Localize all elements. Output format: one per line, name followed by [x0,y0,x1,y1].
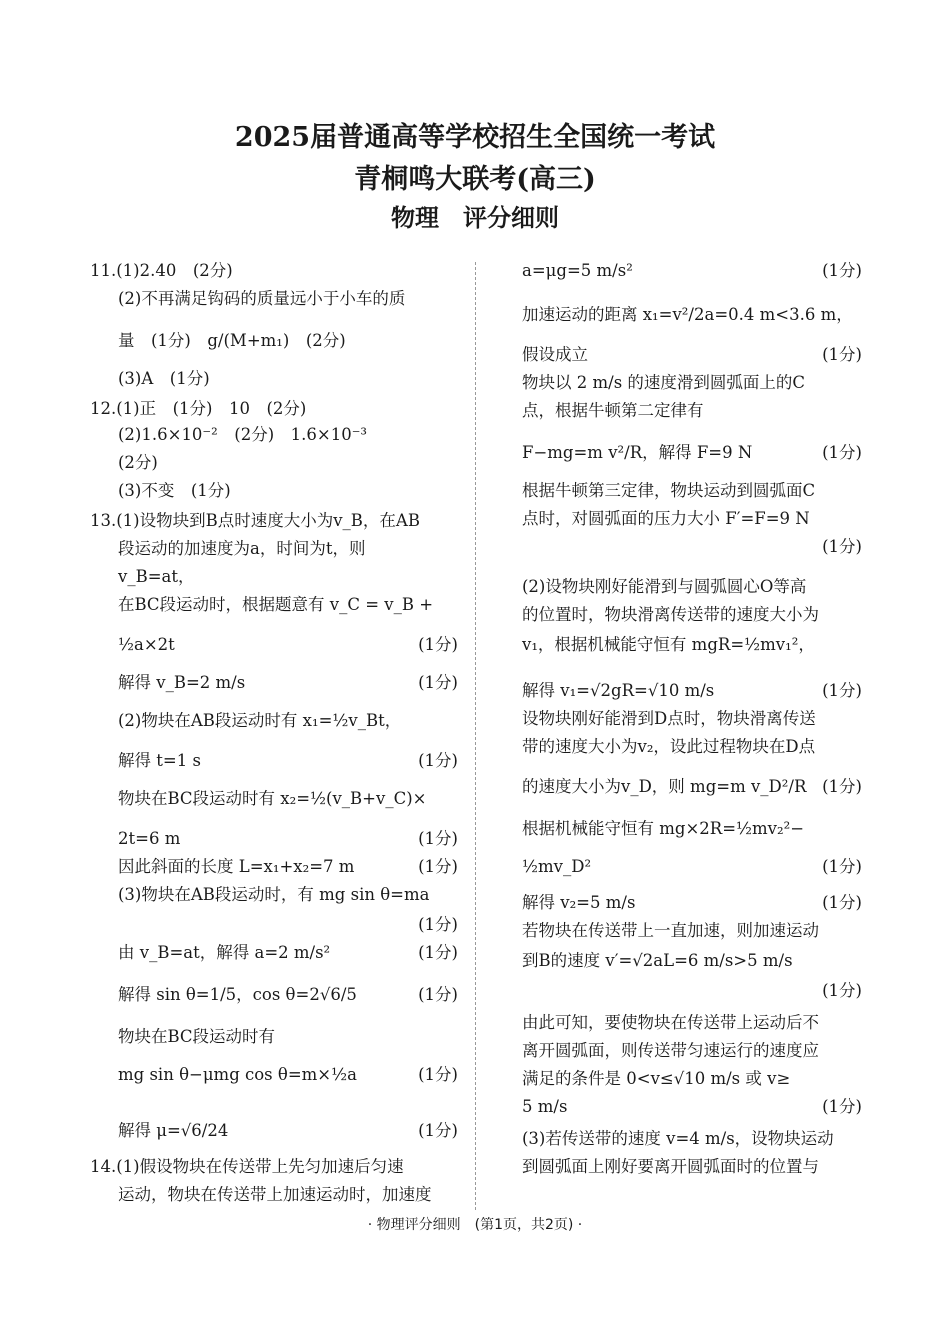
line-text: 在BC段运动时，根据题意有 v_C = v_B + [118,595,434,614]
line-text: 点，根据牛顿第二定律有 [522,401,704,420]
score-mark: (1分) [418,673,458,692]
line-text: v_B=at， [118,567,195,586]
score-mark: (1分) [822,893,862,912]
score-mark: (1分) [418,857,458,876]
line-text: 2t=6 m [118,829,181,848]
line-text: (2)不再满足钩码的质量远小于小车的质 [118,289,406,308]
line-text: 由 v_B=at，解得 a=2 m/s² [118,943,331,962]
line-text: (2)设物块刚好能滑到与圆弧圆心O等高 [522,577,807,596]
line-text: 解得 v_B=2 m/s [118,673,246,692]
score-mark: (1分) [418,915,458,934]
line-text: 解得 μ=√6/24 [118,1121,229,1140]
line-text: 因此斜面的长度 L=x₁+x₂=7 m [118,857,355,876]
line-text: v₁，根据机械能守恒有 mgR=½mv₁²， [522,635,815,654]
line-text: 5 m/s [522,1097,568,1116]
exam-title: 2025届普通高等学校招生全国统一考试 [234,122,716,153]
line-text: 11.(1)2.40 (2分) [90,261,233,280]
line-text: 离开圆弧面，则传送带匀速运行的速度应 [522,1041,819,1060]
line-text: (3)A (1分) [118,369,210,388]
line-text: 物块在BC段运动时有 x₂=½(v_B+v_C)× [118,789,427,808]
line-text: 量 (1分) g/(M+m₁) (2分) [118,331,346,350]
line-text: ½mv_D² [522,857,592,876]
line-text: 物块在BC段运动时有 [118,1027,276,1046]
line-text: 运动，物块在传送带上加速运动时，加速度 [118,1185,432,1204]
score-mark: (1分) [822,345,862,364]
score-mark: (1分) [418,635,458,654]
line-text: (3)若传送带的速度 v=4 m/s，设物块运动 [522,1129,834,1148]
line-text: 的速度大小为v_D，则 mg=m v_D²/R [522,777,807,796]
line-text: F−mg=m v²/R，解得 F=9 N [522,443,753,462]
score-mark: (1分) [418,943,458,962]
score-mark: (1分) [822,443,862,462]
line-text: 设物块刚好能滑到D点时，物块滑离传送 [522,709,816,728]
line-text: 点时，对圆弧面的压力大小 F′=F=9 N [522,509,810,528]
line-text: 解得 t=1 s [118,751,201,770]
score-mark: (1分) [418,829,458,848]
line-text: (2)1.6×10⁻² (2分) 1.6×10⁻³ [118,425,368,444]
line-text: (2分) [118,453,158,472]
score-mark: (1分) [418,1121,458,1140]
line-text: ½a×2t [118,635,175,654]
line-text: 若物块在传送带上一直加速，则加速运动 [522,921,819,940]
score-mark: (1分) [822,261,862,280]
line-text: 根据机械能守恒有 mg×2R=½mv₂²− [522,819,805,838]
line-text: 带的速度大小为v₂，设此过程物块在D点 [522,737,816,756]
line-text: (2)物块在AB段运动时有 x₁=½v_Bt， [118,711,402,730]
document-heading: 物理 评分细则 [391,204,559,232]
line-text: 根据牛顿第三定律，物块运动到圆弧面C [522,481,816,500]
line-text: 到B的速度 v′=√2aL=6 m/s>5 m/s [522,951,793,970]
score-mark: (1分) [418,985,458,1004]
line-text: 解得 sin θ=1/5，cos θ=2√6/5 [118,985,357,1004]
score-mark: (1分) [822,981,862,1000]
line-text: 假设成立 [522,345,588,364]
line-text: (3)物块在AB段运动时，有 mg sin θ=ma [118,885,430,904]
line-text: 物块以 2 m/s 的速度滑到圆弧面上的C [522,373,806,392]
score-mark: (1分) [822,857,862,876]
line-text: 14.(1)假设物块在传送带上先匀加速后匀速 [90,1157,404,1176]
column-divider [475,262,476,1210]
score-mark: (1分) [822,777,862,796]
score-mark: (1分) [822,681,862,700]
line-text: 的位置时，物块滑离传送带的速度大小为 [522,605,819,624]
line-text: 到圆弧面上刚好要离开圆弧面时的位置与 [522,1157,819,1176]
line-text: 12.(1)正 (1分) 10 (2分) [90,399,307,418]
line-text: 满足的条件是 0<v≤√10 m/s 或 v≥ [522,1069,791,1088]
page-footer: · 物理评分细则 (第1页，共2页) · [367,1217,583,1233]
line-text: 解得 v₁=√2gR=√10 m/s [522,681,715,700]
score-mark: (1分) [418,751,458,770]
exam-subtitle: 青桐鸣大联考(高三) [354,164,596,195]
line-text: 13.(1)设物块到B点时速度大小为v_B，在AB [90,511,420,530]
line-text: (3)不变 (1分) [118,481,231,500]
line-text: mg sin θ−μmg cos θ=m×½a [118,1065,357,1084]
score-mark: (1分) [822,1097,862,1116]
score-mark: (1分) [822,537,862,556]
line-text: 段运动的加速度为a，时间为t，则 [118,539,366,558]
line-text: a=μg=5 m/s² [522,261,633,280]
score-mark: (1分) [418,1065,458,1084]
line-text: 由此可知，要使物块在传送带上运动后不 [522,1013,819,1032]
line-text: 加速运动的距离 x₁=v²/2a=0.4 m<3.6 m， [522,305,853,324]
line-text: 解得 v₂=5 m/s [522,893,636,912]
